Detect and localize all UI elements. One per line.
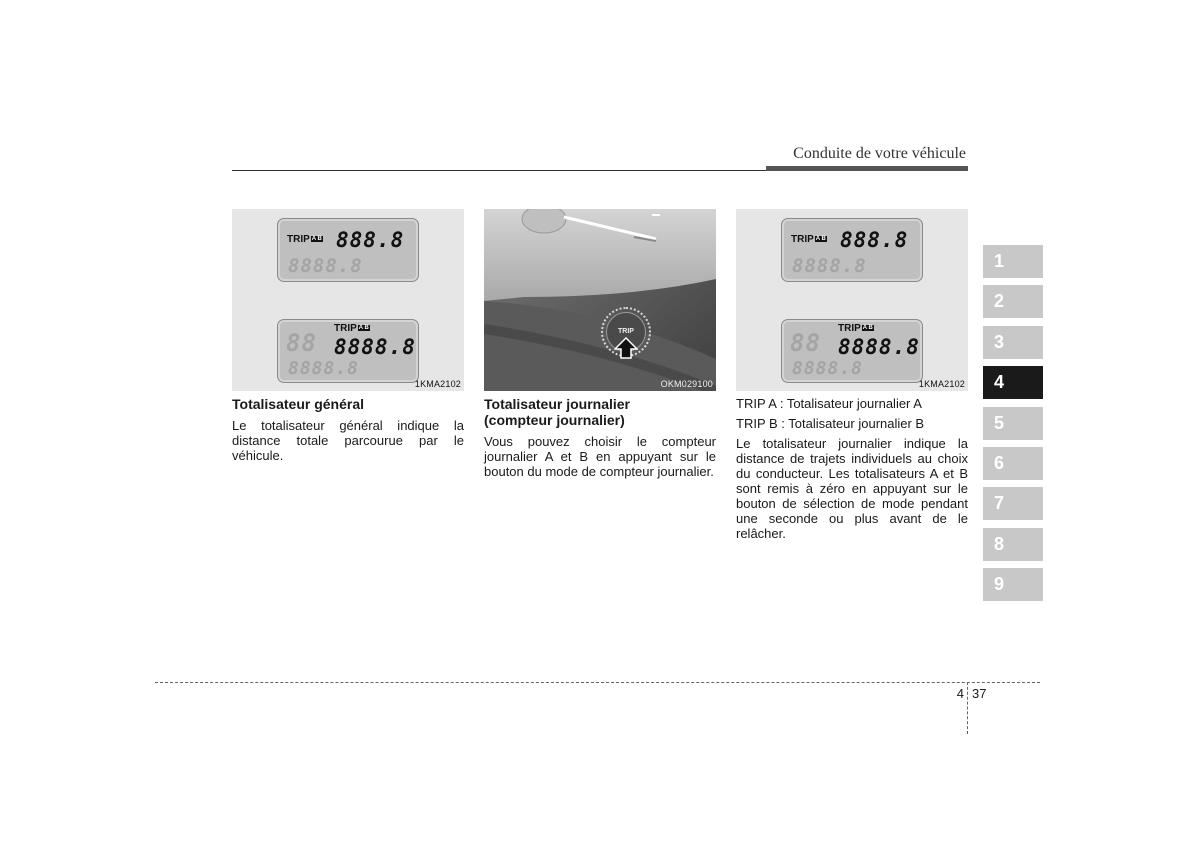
footer-rule [155,682,1040,683]
lcd-ab-badge: A B [815,236,826,242]
arrow-up-icon [614,337,638,359]
lcd-trip-digits: 888.8 [840,228,909,252]
lcd-odometer-digits: 8888.8 [838,335,920,359]
chapter-tab-1[interactable]: 1 [983,245,1043,278]
figure-trip-meter [736,209,968,391]
column-odometer [232,396,464,463]
lcd-segment-ghost: 88 [286,329,317,357]
lcd-segment-ghost: 8888.8 [288,358,360,379]
footer-divider [967,682,968,734]
body-text: Vous pouvez choisir le compteur journalier A et B en appuyant sur le bouton du mode de compteur journalier. [484,434,716,479]
lcd-trip-digits: 888.8 [336,228,405,252]
lcd-odometer-digits: 8888.8 [334,335,416,359]
trip-b-definition: TRIP B : Totalisateur journalier B [736,416,925,431]
header-rule [232,170,766,171]
lcd-trip-label: TRIP A B [791,234,826,245]
lcd-display-top [277,218,419,282]
figure-code: 1KMA2102 [414,379,461,389]
chapter-tab-3[interactable]: 3 [983,326,1043,359]
section-heading: Totalisateur général [232,396,365,412]
lcd-display-top [781,218,923,282]
chapter-tab-8[interactable]: 8 [983,528,1043,561]
chapter-tab-2[interactable]: 2 [983,285,1043,318]
body-text: Le totalisateur journalier indique la distance de trajets individuels au choix du conducteur. Les totalisateurs A et B sont remis à zéro en appuyant sur le bouton de sélection de mode pendant une seconde ou plus avant de le relâcher. [736,436,968,541]
lcd-trip-label: TRIP A B [838,323,873,334]
chapter-tab-9[interactable]: 9 [983,568,1043,601]
lcd-ab-badge: A B [862,325,873,331]
chapter-tab-4[interactable]: 4 [983,366,1043,399]
footer-chapter-number: 4 [956,686,964,701]
figure-code: 1KMA2102 [918,379,965,389]
chapter-tab-5[interactable]: 5 [983,407,1043,440]
lcd-segment-ghost: 8888.8 [792,358,864,379]
column-trip-button [484,396,716,479]
figure-code: OKM029100 [660,379,713,389]
running-header-title: Conduite de votre véhicule [793,145,966,162]
dashboard-photo [484,209,716,391]
trip-button: TRIP [606,312,646,352]
lcd-display-bottom [277,319,419,383]
lcd-segment-ghost: 88 [790,329,821,357]
header-rule-accent [766,166,968,171]
lcd-odometer-digits: 8888.8 [792,255,867,277]
chapter-tab-6[interactable]: 6 [983,447,1043,480]
figure-trip-button [484,209,716,391]
lcd-trip-label: TRIP A B [287,234,322,245]
section-heading: Totalisateur journalier (compteur journalier) [484,396,630,428]
figure-odometer [232,209,464,391]
column-trip-meter [736,396,968,541]
lcd-display-bottom [781,319,923,383]
lcd-ab-badge: A B [358,325,369,331]
chapter-tab-7[interactable]: 7 [983,487,1043,520]
body-text: Le totalisateur général indique la distance totale parcourue par le véhicule. [232,418,464,463]
lcd-trip-label: TRIP A B [334,323,369,334]
footer-page-number: 37 [972,686,987,701]
lcd-odometer-digits: 8888.8 [288,255,363,277]
trip-a-definition: TRIP A : Totalisateur journalier A [736,396,922,411]
lcd-ab-badge: A B [311,236,322,242]
